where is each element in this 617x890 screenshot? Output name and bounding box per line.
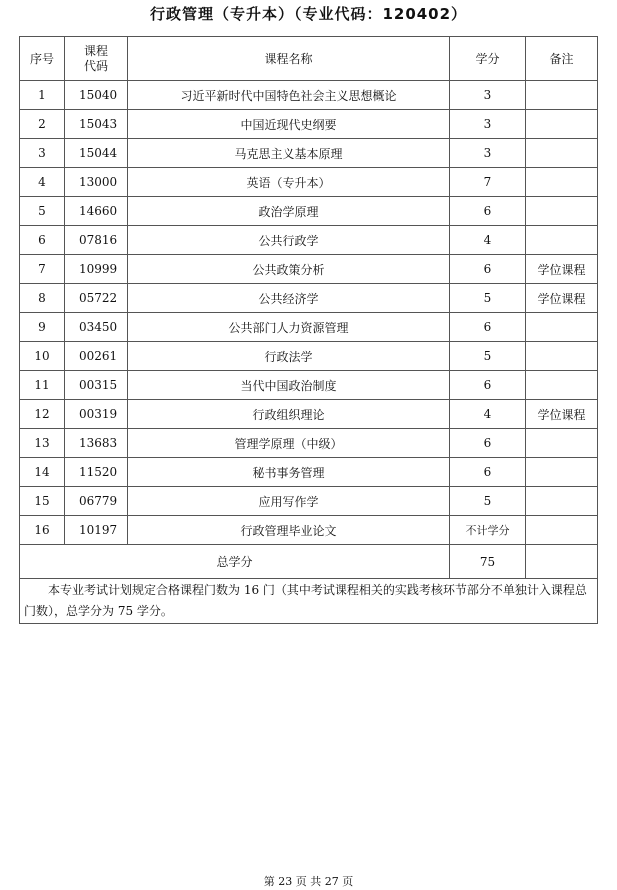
cell-index: 3 [20, 139, 65, 168]
cell-code: 10197 [65, 516, 128, 545]
cell-index: 5 [20, 197, 65, 226]
cell-index: 6 [20, 226, 65, 255]
cell-course-name: 行政法学 [128, 342, 450, 371]
total-label: 总学分 [20, 545, 450, 579]
cell-remark: 学位课程 [526, 400, 598, 429]
cell-remark [526, 226, 598, 255]
table-row [20, 284, 598, 313]
cell-course-name: 公共经济学 [128, 284, 450, 313]
header-remark: 备注 [526, 37, 598, 81]
cell-remark [526, 458, 598, 487]
cell-remark [526, 342, 598, 371]
cell-course-name: 英语（专升本） [128, 168, 450, 197]
cell-course-name: 管理学原理（中级） [128, 429, 450, 458]
total-remark [526, 545, 598, 579]
cell-course-name: 政治学原理 [128, 197, 450, 226]
cell-remark [526, 81, 598, 110]
cell-credits: 5 [450, 284, 526, 313]
cell-credits: 6 [450, 255, 526, 284]
cell-remark [526, 516, 598, 545]
cell-code: 15044 [65, 139, 128, 168]
note-content: 本专业考试计划规定合格课程门数为 16 门（其中考试课程相关的实践考核环节部分不单独计入课程总门数），总学分为 75 学分。 [24, 583, 587, 618]
table-row [20, 226, 598, 255]
cell-credits: 5 [450, 487, 526, 516]
cell-index: 14 [20, 458, 65, 487]
cell-code: 05722 [65, 284, 128, 313]
table-row [20, 255, 598, 284]
header-code-line1: 课程 [83, 43, 108, 58]
table-row [20, 168, 598, 197]
cell-course-name: 应用写作学 [128, 487, 450, 516]
table-row [20, 139, 598, 168]
cell-credits: 6 [450, 371, 526, 400]
table-row [20, 371, 598, 400]
cell-credits: 5 [450, 342, 526, 371]
cell-course-name: 行政管理毕业论文 [128, 516, 450, 545]
cell-index: 8 [20, 284, 65, 313]
cell-index: 1 [20, 81, 65, 110]
total-value: 75 [450, 545, 526, 579]
cell-code: 07816 [65, 226, 128, 255]
cell-credits: 3 [450, 110, 526, 139]
cell-credits: 4 [450, 226, 526, 255]
cell-code: 00261 [65, 342, 128, 371]
cell-code: 00319 [65, 400, 128, 429]
cell-credits: 3 [450, 81, 526, 110]
cell-remark [526, 429, 598, 458]
table-row [20, 429, 598, 458]
cell-course-name: 行政组织理论 [128, 400, 450, 429]
cell-index: 4 [20, 168, 65, 197]
cell-code: 15040 [65, 81, 128, 110]
cell-remark [526, 110, 598, 139]
cell-index: 7 [20, 255, 65, 284]
cell-remark [526, 487, 598, 516]
page-footer: 第 23 页 共 27 页 [263, 875, 354, 888]
table-row [20, 110, 598, 139]
table-row [20, 487, 598, 516]
header-name: 课程名称 [128, 37, 450, 81]
cell-code: 03450 [65, 313, 128, 342]
cell-remark [526, 313, 598, 342]
cell-index: 15 [20, 487, 65, 516]
table-row [20, 313, 598, 342]
cell-code: 14660 [65, 197, 128, 226]
cell-code: 13000 [65, 168, 128, 197]
cell-remark [526, 139, 598, 168]
cell-index: 9 [20, 313, 65, 342]
cell-credits: 4 [450, 400, 526, 429]
header-index: 序号 [20, 37, 65, 81]
cell-credits: 6 [450, 458, 526, 487]
cell-credits: 7 [450, 168, 526, 197]
table-row [20, 197, 598, 226]
header-code-line2: 代码 [83, 58, 108, 73]
cell-index: 11 [20, 371, 65, 400]
cell-code: 00315 [65, 371, 128, 400]
header-code [65, 37, 128, 81]
cell-code: 06779 [65, 487, 128, 516]
cell-course-name: 习近平新时代中国特色社会主义思想概论 [128, 81, 450, 110]
cell-code: 10999 [65, 255, 128, 284]
header-credits: 学分 [450, 37, 526, 81]
cell-index: 16 [20, 516, 65, 545]
cell-credits: 3 [450, 139, 526, 168]
cell-code: 13683 [65, 429, 128, 458]
table-header-row [20, 37, 598, 81]
table-row [20, 458, 598, 487]
cell-remark: 学位课程 [526, 284, 598, 313]
cell-course-name: 中国近现代史纲要 [128, 110, 450, 139]
table-row [20, 516, 598, 545]
table-row [20, 342, 598, 371]
cell-index: 2 [20, 110, 65, 139]
cell-index: 13 [20, 429, 65, 458]
total-row [20, 545, 598, 579]
table-row [20, 400, 598, 429]
cell-index: 12 [20, 400, 65, 429]
cell-index: 10 [20, 342, 65, 371]
cell-remark [526, 168, 598, 197]
page-title: 行政管理（专升本）（专业代码：120402） [149, 5, 468, 23]
cell-course-name: 秘书事务管理 [128, 458, 450, 487]
cell-remark: 学位课程 [526, 255, 598, 284]
table-row [20, 81, 598, 110]
note-row [20, 579, 598, 624]
cell-credits: 6 [450, 197, 526, 226]
note-text [20, 579, 598, 624]
cell-credits: 6 [450, 429, 526, 458]
cell-course-name: 公共部门人力资源管理 [128, 313, 450, 342]
cell-remark [526, 197, 598, 226]
cell-code: 15043 [65, 110, 128, 139]
cell-credits: 不计学分 [450, 516, 526, 545]
curriculum-table [19, 36, 598, 624]
cell-code: 11520 [65, 458, 128, 487]
cell-course-name: 当代中国政治制度 [128, 371, 450, 400]
cell-course-name: 马克思主义基本原理 [128, 139, 450, 168]
cell-course-name: 公共政策分析 [128, 255, 450, 284]
cell-course-name: 公共行政学 [128, 226, 450, 255]
cell-credits: 6 [450, 313, 526, 342]
cell-remark [526, 371, 598, 400]
